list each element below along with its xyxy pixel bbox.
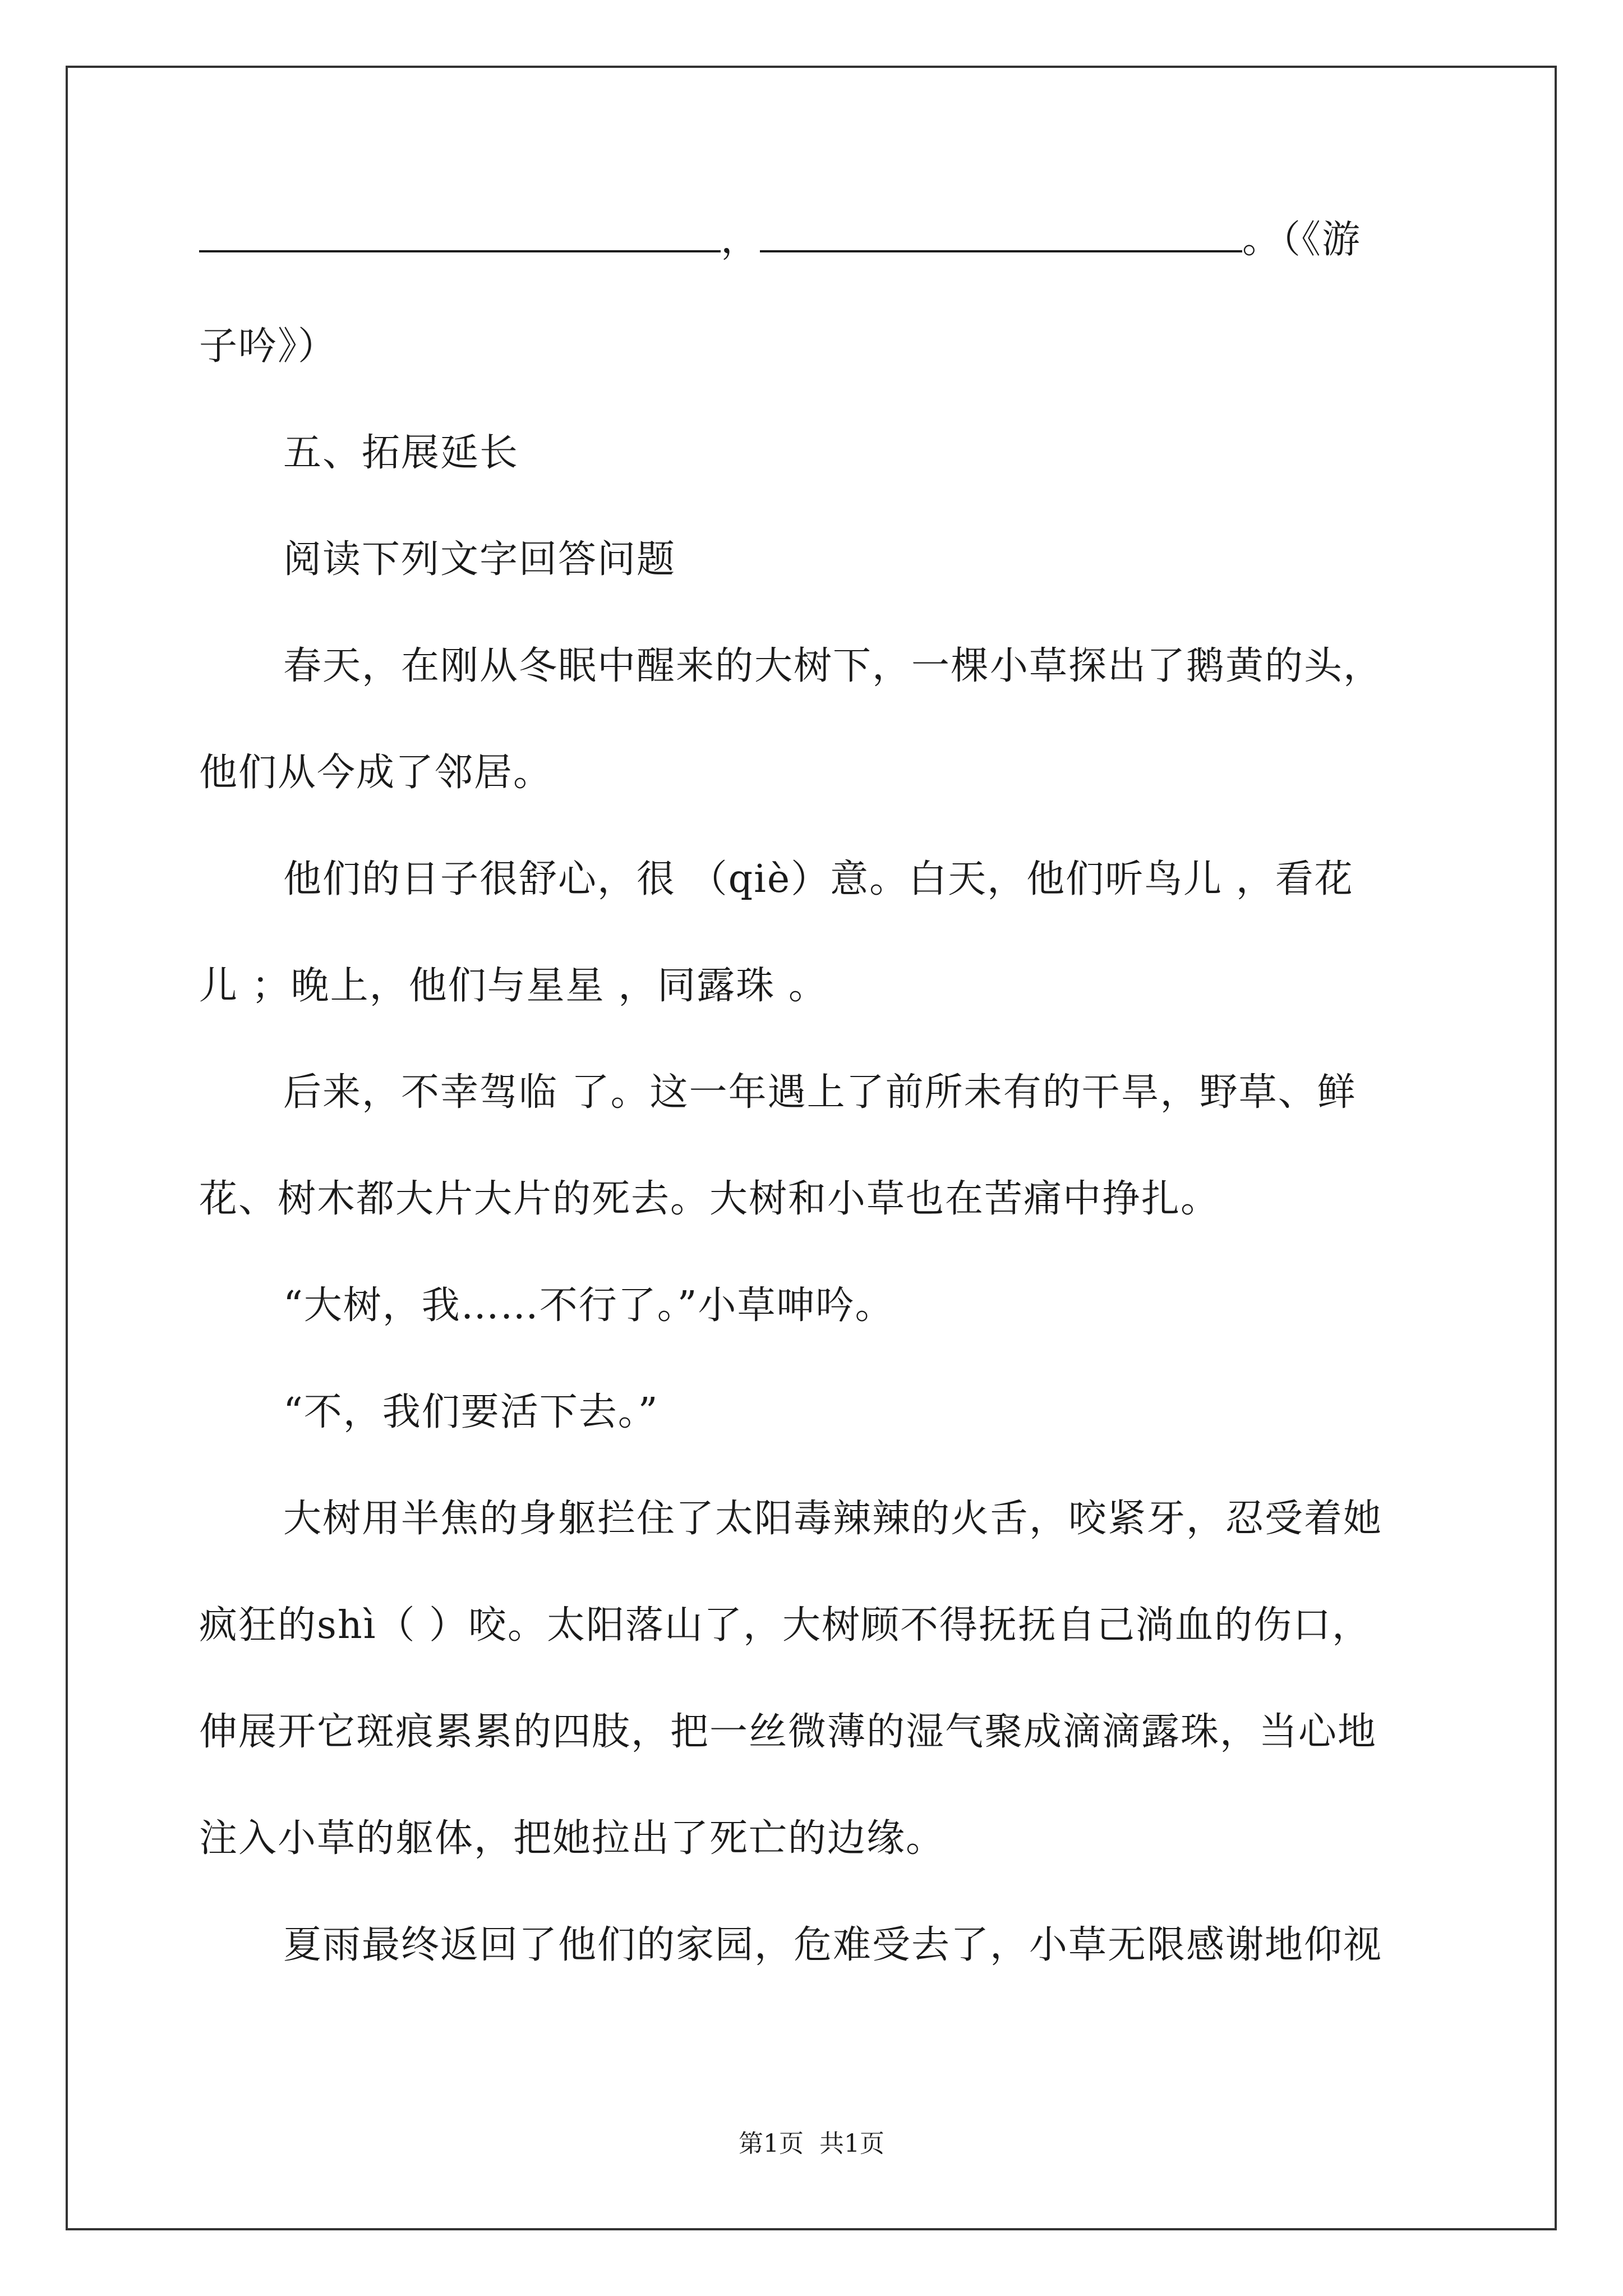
paragraph-line: 夏雨最终返回了他们的家园，危难受去了，小草无限感谢地仰视 bbox=[283, 1923, 1383, 1967]
page-total: 共1页 bbox=[819, 2129, 884, 2158]
page-number: 第1页 bbox=[739, 2129, 804, 2158]
paragraph-line: 子吟》） bbox=[199, 324, 338, 369]
paragraph-line: 疯狂的shì（ ）咬。太阳落山了，大树顾不得抚抚自己淌血的伤口， bbox=[199, 1603, 1372, 1648]
paragraph-line: 注入小草的躯体，把她拉出了死亡的边缘。 bbox=[199, 1816, 946, 1861]
paragraph-line: 花、树木都大片大片的死去。大树和小草也在苦痛中挣扎。 bbox=[199, 1177, 1220, 1221]
paragraph-line: 伸展开它斑痕累累的四肢，把一丝微薄的湿气聚成滴滴露珠，当心地 bbox=[199, 1710, 1377, 1754]
paragraph-line: 大树用半焦的身躯拦住了太阳毒辣辣的火舌，咬紧牙，忍受着她 bbox=[283, 1497, 1383, 1541]
page-border bbox=[66, 66, 1557, 2230]
fill-in-blank-line: ， 。（《游 bbox=[199, 212, 1361, 268]
section-heading: 五、拓展延长 bbox=[283, 431, 519, 475]
paragraph-line: 儿 ；晚上，他们与星星 ，同露珠 。 bbox=[199, 964, 828, 1008]
paragraph-line: 春天，在刚从冬眠中醒来的大树下，一棵小草探出了鹅黄的头， bbox=[283, 644, 1383, 688]
paragraph-line: 后来，不幸驾临 了。这一年遇上了前所未有的干旱，野草、鲜 bbox=[283, 1070, 1357, 1115]
paragraph-line: 他们的日子很舒心，很 （qiè）意。白天，他们听鸟儿 ，看花 bbox=[283, 857, 1354, 901]
answer-blank-1[interactable] bbox=[199, 217, 721, 252]
page-footer bbox=[0, 2123, 1623, 2159]
dialogue-line: “不，我们要活下去。” bbox=[283, 1390, 659, 1434]
instruction-text: 阅读下列文字回答问题 bbox=[283, 537, 676, 582]
dialogue-line: “大树，我……不行了。”小草呻吟。 bbox=[283, 1283, 895, 1328]
answer-blank-2[interactable] bbox=[760, 217, 1242, 252]
paragraph-line: 他们从今成了邻居。 bbox=[199, 751, 553, 795]
